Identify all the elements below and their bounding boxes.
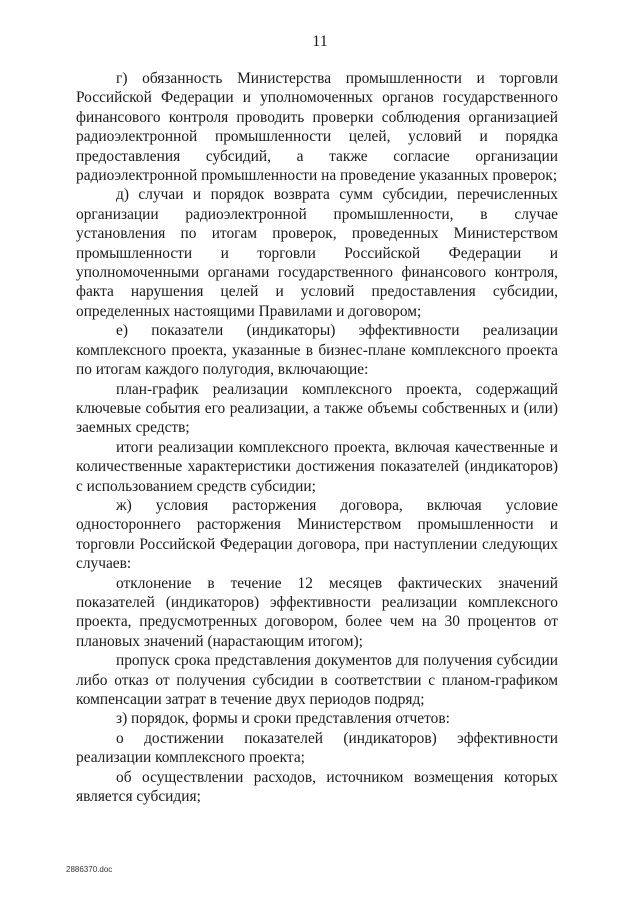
paragraph-e-performance-indicators: е) показатели (индикаторы) эффективности реализации комплексного проекта, указанные в бизнес-плане комплексного проекта по итогам каждого полугодия, включающие: <box>76 322 558 379</box>
paragraph-missed-deadline: пропуск срока представления документов для получения субсидии либо отказ от получения субсидии в соответствии с планом-графиком компенсации затрат в течение двух периодов подряд; <box>76 652 558 708</box>
paragraph-d-subsidy-return: д) случаи и порядок возврата сумм субсидии, перечисленных организации радиоэлектронной промышленности, в случае установления по итогам проверок, проведенных Министерством промышленности и торговли Российской Федерации и уполномоченными органами государственного финансового контроля, факта нарушения целей и условий предоставления субсидии, определенных настоящими Правилами и договором; <box>76 186 558 320</box>
document-body <box>76 69 558 806</box>
page-number: 11 <box>312 33 328 50</box>
paragraph-report-expenses: об осуществлении расходов, источником возмещения которых является субсидия; <box>76 768 558 806</box>
paragraph-z-reporting-procedure: з) порядок, формы и сроки представления отчетов: <box>116 710 450 728</box>
paragraph-deviation-indicators: отклонение в течение 12 месяцев фактических значений показателей (индикаторов) эффективности реализации комплексного проекта, предусмотренных договором, более чем на 30 процентов от плановых значений (нарастающим итогом); <box>76 574 558 650</box>
paragraph-schedule-plan: план-график реализации комплексного проекта, содержащий ключевые события его реализации, а также объемы собственных и (или) заемных средств; <box>76 380 558 437</box>
paragraph-g-obligation-inspections: г) обязанность Министерства промышленности и торговли Российской Федерации и уполномоченных органов государственного финансового контроля проводить проверки соблюдения организацией радиоэлектронной промышленности целей, условий и порядка предоставления субсидий, а также согласие организации радиоэлектронной промышленности на проведение указанных проверок; <box>76 70 558 185</box>
paragraph-project-results: итоги реализации комплексного проекта, включая качественные и количественные характеристики достижения показателей (индикаторов) с использованием средств субсидии; <box>76 438 558 495</box>
paragraph-zh-termination-conditions: ж) условия расторжения договора, включая условие одностороннего расторжения Министерством промышленности и торговли Российской Федерации договора, при наступлении следующих случаев: <box>76 496 558 573</box>
footer-filename: 2886370.doc <box>66 865 113 874</box>
paragraph-report-indicators: о достижении показателей (индикаторов) эффективности реализации комплексного проекта; <box>76 729 558 767</box>
